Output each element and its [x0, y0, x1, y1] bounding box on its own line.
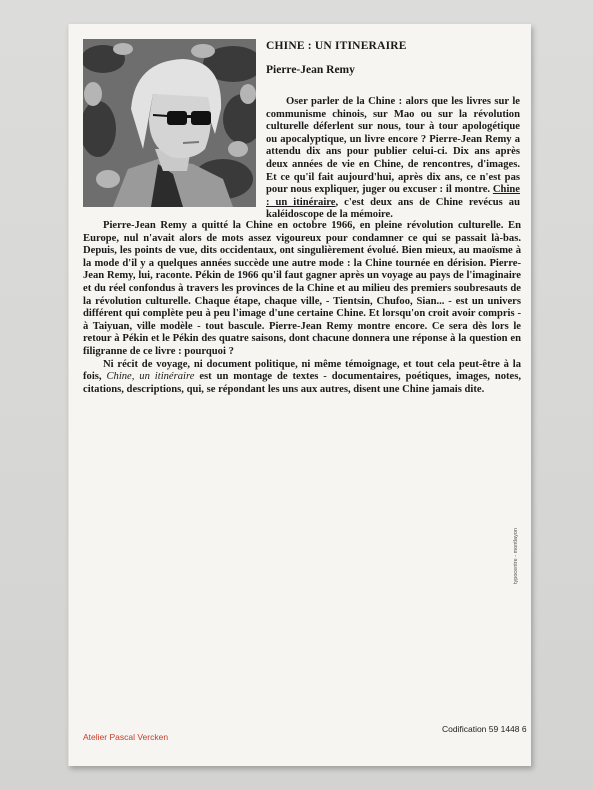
intro-title-underlined: Chine : un itinéraire: [266, 184, 520, 208]
codification-number: Codification 59 1448 6: [442, 724, 527, 734]
book-title: CHINE : UN ITINERAIRE: [266, 40, 407, 52]
intro-text-1: Oser parler de la Chine : alors que les livres sur le communisme chinois, sur Mao ou sur la révolution culturelle déferlent sur nous, tour à tour apologétique ou apocalyptique, un livre encore ? Pierre-Jean Remy a attendu dix ans pour publier celui-ci. Dix ans après deux années de vie en Chine, de rencontres, d'images. Et ce qu'il fait aujourd'hui, après dix ans, ce n'est pas pour nous expliquer, juger ou excuser : il montre.: [266, 96, 520, 196]
body-paragraph-2-start: Ni récit de voyage, ni document politique, ni même témoignage, et tout cela peut-être à la fois,: [83, 358, 521, 383]
intro-text-2: , c'est deux ans de Chine revécus au kaléidoscope de la mémoire.: [266, 196, 520, 221]
body-paragraph-2-title: Chine, un itinéraire: [106, 371, 195, 383]
author-name: Pierre-Jean Remy: [266, 64, 355, 76]
atelier-credit: Atelier Pascal Vercken: [83, 732, 169, 742]
author-photo: [83, 39, 256, 207]
book-back-cover: [68, 24, 531, 766]
printer-credit: typocentre - montlayon: [513, 528, 519, 584]
body-paragraph-1: Pierre-Jean Remy a quitté la Chine en octobre 1966, en pleine révolution culturelle. En Europe, nul n'avait alors de mots assez vigoureux pour condamner ce qui se passait là-bas. Depuis, les points de vue, dits occidentaux, ont singulièrement évolué. Bien mieux, au maoïsme à la mode d'il y a quelques années succède une autre mode : la Chine tournée en dérision. Pierre-Jean Remy, lui, raconte. Pékin de 1966 qu'il faut gagner après un voyage au pays de l'imaginaire et du réel confondus à travers les provinces de la Chine et au milieu des premiers soubresauts de la révolution culturelle. Chaque étape, chaque ville, - Tientsin, Chufoo, Sian... - est un univers différent qui complète peu à peu l'image d'une certaine Chine. Et lorsqu'on croit avoir compris - à Taiyuan, ville modèle - tout bascule. Pierre-Jean Remy montre encore. Ce sera dès lors le retour à Pékin et le Pékin des quatre saisons, dont chacune donnera une réponse à la question en filigranne de ce livre : pourquoi ?: [83, 220, 521, 357]
body-paragraph-2-end: est un montage de textes - documentaires, poétiques, images, notes, citations, descriptions, qui, se répondant les uns aux autres, disent une Chine jamais dite.: [83, 371, 522, 395]
body-paragraph-2: [83, 359, 521, 397]
intro-paragraph: [266, 96, 520, 222]
body-text: [83, 220, 521, 396]
